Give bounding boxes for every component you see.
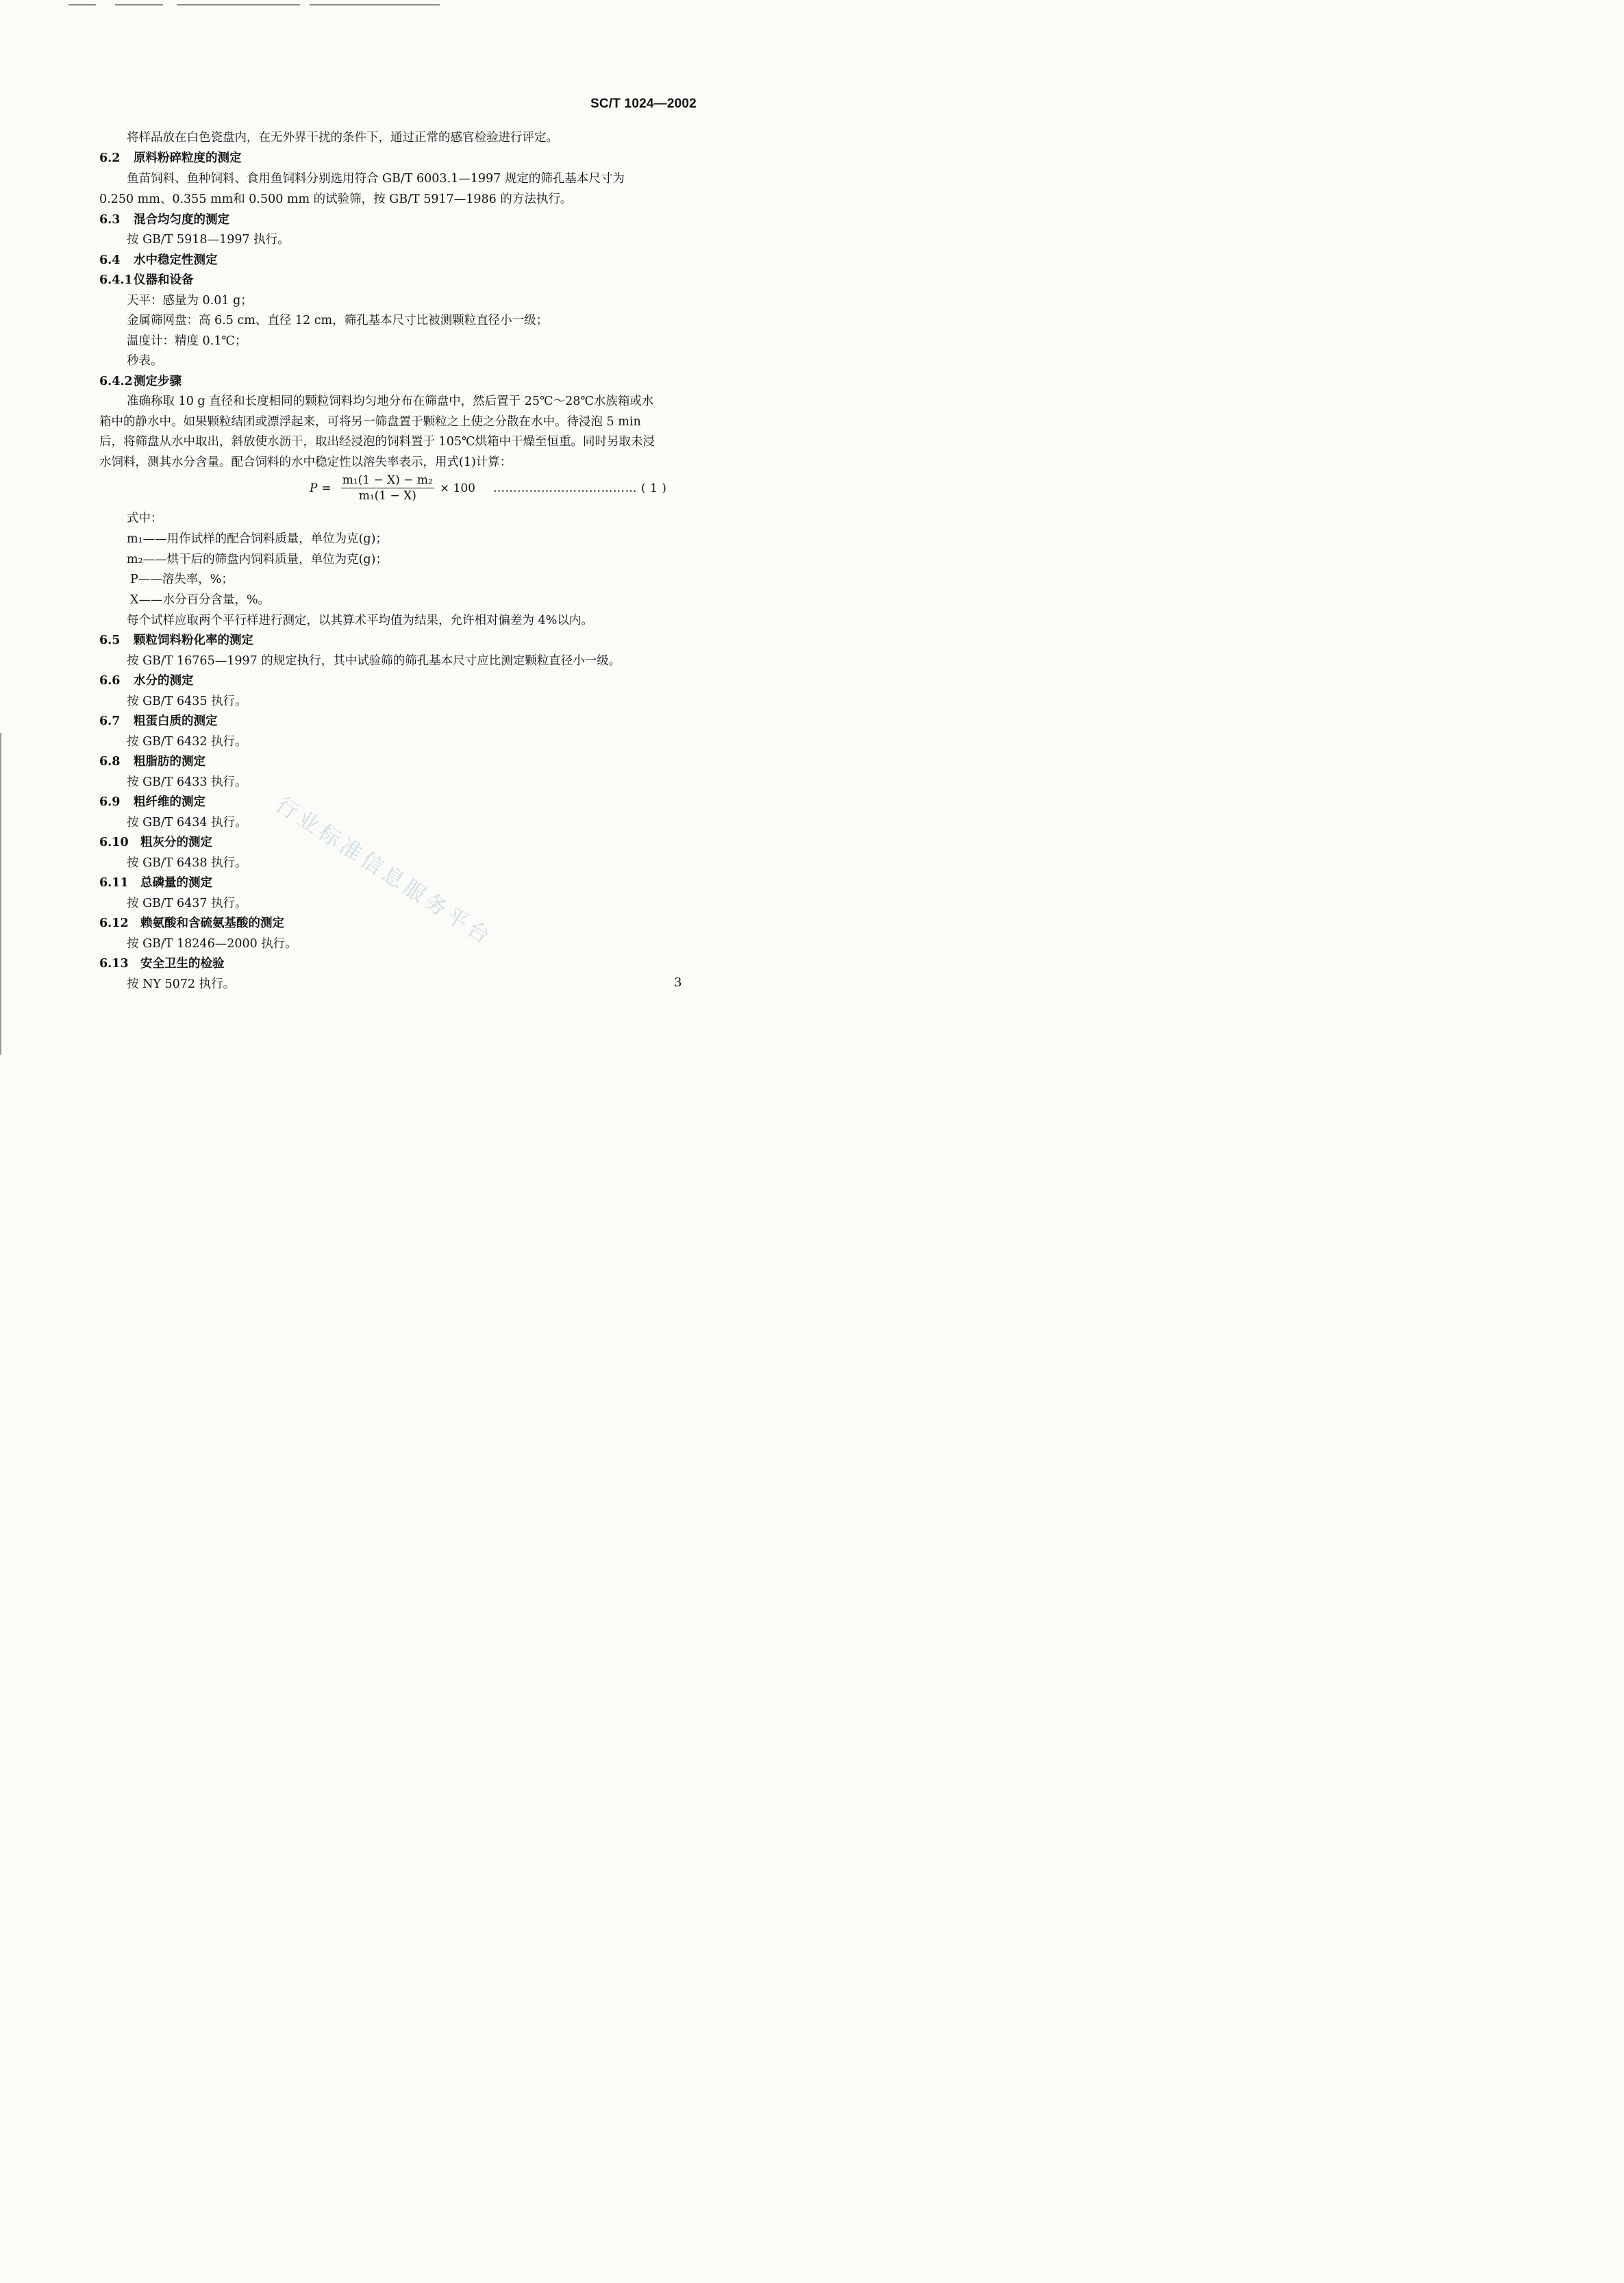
variable-definition: m₁——用作试样的配合饲料质量，单位为克(g)； <box>127 532 388 546</box>
variable-definition: m₂——烘干后的筛盘内饲料质量，单位为克(g)； <box>127 553 388 566</box>
paragraph-line: 按 NY 5072 执行。 <box>127 977 236 991</box>
formula-number: ( 1 ) <box>641 482 667 495</box>
paragraph-line: 按 GB/T 6437 执行。 <box>127 897 247 910</box>
paragraph-line: 0.250 mm、0.355 mm和 0.500 mm 的试验筛，按 GB/T 5917—1986 的方法执行。 <box>99 192 573 206</box>
paragraph-line: 天平：感量为 0.01 g； <box>127 294 253 308</box>
section-heading-6-4-2: 6.4.2测定步骤 <box>99 375 182 388</box>
paragraph-line: 金属筛网盘：高 6.5 cm、直径 12 cm，筛孔基本尺寸比被测颗粒直径小一级； <box>127 314 549 327</box>
paragraph-line: 按 GB/T 18246—2000 执行。 <box>127 937 297 951</box>
paragraph-line: 按 GB/T 6433 执行。 <box>127 775 247 789</box>
section-heading-6-10: 6.10 粗灰分的测定 <box>99 836 212 849</box>
formula-leader: ……………………………… ( 1 ) <box>493 482 667 495</box>
formula-equals: = <box>321 481 332 495</box>
section-heading-6-4: 6.4 水中稳定性测定 <box>99 253 218 267</box>
variable-definition: P——溶失率，%； <box>130 573 234 586</box>
section-heading-6-11: 6.11 总磷量的测定 <box>99 876 212 890</box>
left-scan-edge <box>0 733 1 1055</box>
paragraph-line: 将样品放在白色瓷盘内，在无外界干扰的条件下，通过正常的感官检验进行评定。 <box>127 131 558 145</box>
section-heading-6-13: 6.13 安全卫生的检验 <box>99 957 225 971</box>
top-scan-line <box>115 4 163 5</box>
paragraph-line: 式中： <box>127 512 163 525</box>
paragraph-line: 按 GB/T 6434 执行。 <box>127 816 247 829</box>
formula-denominator: m₁(1 − X) <box>358 489 416 503</box>
paragraph-line: 后，将筛盘从水中取出，斜放使水沥干，取出经浸泡的饲料置于 105℃烘箱中干燥至恒重。同时另取未浸 <box>99 435 655 449</box>
paragraph-line: 温度计：精度 0.1℃； <box>127 334 247 348</box>
section-heading-6-8: 6.8 粗脂肪的测定 <box>99 755 205 769</box>
paragraph-line: 鱼苗饲料、鱼种饲料、食用鱼饲料分别选用符合 GB/T 6003.1—1997 规定的筛孔基本尺寸为 <box>127 172 625 186</box>
paragraph-line: 每个试样应取两个平行样进行测定，以其算术平均值为结果，允许相对偏差为 4%以内。 <box>127 614 593 627</box>
top-scan-line <box>68 4 96 5</box>
section-heading-6-7: 6.7 粗蛋白质的测定 <box>99 714 218 728</box>
paragraph-line: 按 GB/T 6432 执行。 <box>127 735 247 749</box>
section-heading-6-9: 6.9 粗纤维的测定 <box>99 795 205 809</box>
section-heading-6-3: 6.3 混合均匀度的测定 <box>99 213 229 227</box>
section-heading-6-4-1: 6.4.1仪器和设备 <box>99 273 194 287</box>
section-heading-6-12: 6.12 赖氨酸和含硫氨基酸的测定 <box>99 916 284 930</box>
paragraph-line: 秒表。 <box>127 354 163 368</box>
paragraph-line: 准确称取 10 g 直径和长度相同的颗粒饲料均匀地分布在筛盘中，然后置于 25℃～28℃水族箱或水 <box>127 395 654 408</box>
document-page <box>0 0 766 1077</box>
formula-lhs: P <box>310 481 318 495</box>
variable-definition: X——水分百分含量，%。 <box>130 593 271 607</box>
formula-1 <box>310 473 475 503</box>
top-scan-line <box>310 4 440 5</box>
section-heading-6-6: 6.6 水分的测定 <box>99 674 194 688</box>
paragraph-line: 水饲料，测其水分含量。配合饲料的水中稳定性以溶失率表示，用式(1)计算： <box>99 456 512 469</box>
paragraph-line: 按 GB/T 16765—1997 的规定执行，其中试验筛的筛孔基本尺寸应比测定颗粒直径小一级。 <box>127 654 621 668</box>
watermark: 行业标准信息服务平台 <box>271 792 497 951</box>
standard-code: SC/T 1024—2002 <box>590 97 697 111</box>
top-scan-line <box>177 4 300 5</box>
paragraph-line: 按 GB/T 6435 执行。 <box>127 695 247 708</box>
paragraph-line: 按 GB/T 6438 执行。 <box>127 856 247 870</box>
formula-fraction <box>341 473 434 503</box>
section-heading-6-5: 6.5 颗粒饲料粉化率的测定 <box>99 634 253 647</box>
page-number: 3 <box>674 975 682 990</box>
section-heading-6-2: 6.2 原料粉碎粒度的测定 <box>99 151 242 165</box>
paragraph-line: 箱中的静水中。如果颗粒结团或漂浮起来，可将另一筛盘置于颗粒之上使之分散在水中。待浸泡 5 min <box>99 415 641 429</box>
paragraph-line: 按 GB/T 5918—1997 执行。 <box>127 233 290 247</box>
formula-factor: × 100 <box>439 481 475 495</box>
formula-numerator: m₁(1 − X) − m₂ <box>342 473 433 487</box>
